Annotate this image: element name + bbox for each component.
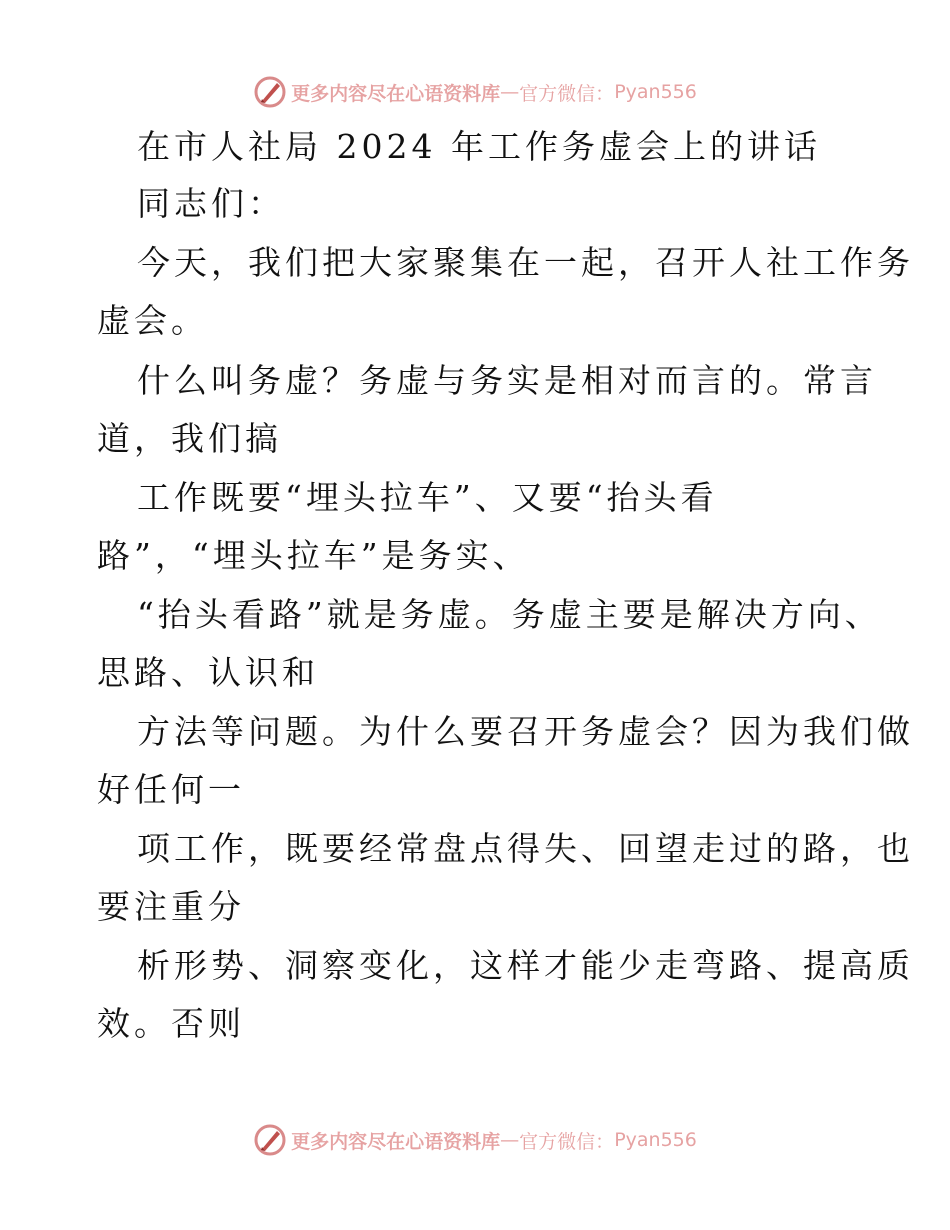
text-line: 虚会。 [97,301,208,340]
text-line: 析形势、洞察变化，这样才能少走弯路、提高质 [137,946,914,985]
text-line: 什么叫务虚？务虚与务实是相对而言的。常言 [137,361,877,400]
text-line: 要注重分 [97,887,245,926]
text-line: 思路、认识和 [97,653,319,692]
text-line: 道，我们搞 [97,419,282,458]
text-line: 工作既要“埋头拉车”、又要“抬头看 [137,478,718,517]
watermark-dash: — [500,1129,520,1151]
watermark-dash: — [500,81,520,103]
text-line: 路”，“埋头拉车”是务实、 [97,536,530,575]
text-line: 效。否则 [97,1004,245,1043]
header-watermark [0,72,950,112]
watermark-id: Pyan556 [614,1129,697,1151]
quill-logo-icon [253,1123,287,1157]
text-line: 方法等问题。为什么要召开务虚会？因为我们做 [137,712,914,751]
text-line: “抬头看路”就是务虚。务虚主要是解决方向、 [137,595,882,634]
watermark-text: 更多内容尽在心语资料库 [291,82,501,105]
text-line: 项工作，既要经常盘点得失、回望走过的路，也 [137,829,914,868]
text-line: 好任何一 [97,770,245,809]
quill-logo-icon [253,75,287,109]
salutation: 同志们： [137,184,285,223]
document-title: 在市人社局 2024 年工作务虚会上的讲话 [137,127,821,166]
footer-watermark [0,1120,950,1160]
watermark-label: 官方微信： [519,1130,615,1153]
watermark-id: Pyan556 [614,81,697,103]
watermark-label: 官方微信： [519,82,615,105]
watermark-text: 更多内容尽在心语资料库 [291,1130,501,1153]
text-line: 今天，我们把大家聚集在一起，召开人社工作务 [137,243,914,282]
